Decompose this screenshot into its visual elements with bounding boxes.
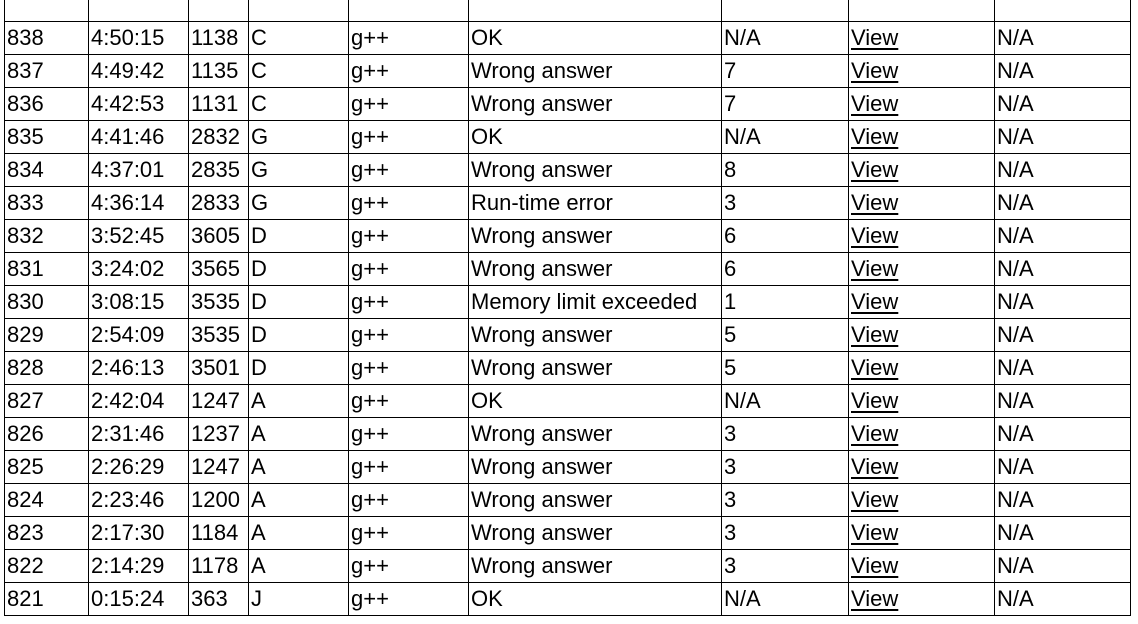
failed-test-cell: 5 <box>722 352 849 385</box>
language-cell <box>349 0 469 22</box>
view-cell <box>849 484 995 517</box>
submission-id-cell: 827 <box>5 385 89 418</box>
failed-test-cell: 3 <box>722 451 849 484</box>
submission-score-cell: 1178 <box>189 550 249 583</box>
failed-test-cell: N/A <box>722 583 849 616</box>
problem-letter-cell: C <box>249 55 349 88</box>
verdict-cell: Wrong answer <box>469 253 722 286</box>
submission-id-cell: 821 <box>5 583 89 616</box>
table-row <box>5 418 1131 451</box>
extra-info-cell: N/A <box>995 352 1131 385</box>
submission-score-cell: 3605 <box>189 220 249 253</box>
failed-test-cell: 3 <box>722 484 849 517</box>
problem-letter-cell: A <box>249 385 349 418</box>
table-row <box>5 550 1131 583</box>
view-source-link[interactable]: View <box>851 520 899 545</box>
table-row <box>5 22 1131 55</box>
problem-letter-cell: A <box>249 418 349 451</box>
submission-id-cell: 824 <box>5 484 89 517</box>
problem-letter-cell <box>249 0 349 22</box>
submission-time-cell: 3:52:45 <box>89 220 189 253</box>
language-cell: g++ <box>349 484 469 517</box>
failed-test-cell: 6 <box>722 220 849 253</box>
view-cell <box>849 220 995 253</box>
language-cell: g++ <box>349 451 469 484</box>
view-source-link[interactable]: View <box>851 454 899 479</box>
submission-score-cell: 2833 <box>189 187 249 220</box>
language-cell: g++ <box>349 385 469 418</box>
view-source-link[interactable]: View <box>851 487 899 512</box>
table-row <box>5 385 1131 418</box>
view-source-link[interactable]: View <box>851 355 899 380</box>
submission-time-cell: 2:42:04 <box>89 385 189 418</box>
view-cell <box>849 385 995 418</box>
verdict-cell: OK <box>469 583 722 616</box>
submission-score-cell: 1247 <box>189 451 249 484</box>
failed-test-cell: 7 <box>722 88 849 121</box>
language-cell: g++ <box>349 418 469 451</box>
submission-score-cell: 1131 <box>189 88 249 121</box>
submission-id-cell: 828 <box>5 352 89 385</box>
submission-score-cell: 3535 <box>189 286 249 319</box>
table-row <box>5 583 1131 616</box>
language-cell: g++ <box>349 319 469 352</box>
extra-info-cell: N/A <box>995 418 1131 451</box>
problem-letter-cell: A <box>249 484 349 517</box>
view-source-link[interactable]: View <box>851 190 899 215</box>
submission-id-cell: 829 <box>5 319 89 352</box>
problem-letter-cell: D <box>249 220 349 253</box>
submission-time-cell: 2:14:29 <box>89 550 189 583</box>
submission-time-cell: 3:24:02 <box>89 253 189 286</box>
view-cell <box>849 22 995 55</box>
extra-info-cell: N/A <box>995 451 1131 484</box>
view-source-link[interactable]: View <box>851 25 899 50</box>
view-source-link[interactable]: View <box>851 388 899 413</box>
submission-score-cell: 3565 <box>189 253 249 286</box>
extra-info-cell: N/A <box>995 484 1131 517</box>
language-cell: g++ <box>349 253 469 286</box>
submission-score-cell: 1135 <box>189 55 249 88</box>
view-source-link[interactable]: View <box>851 586 899 611</box>
submission-time-cell: 2:17:30 <box>89 517 189 550</box>
verdict-cell: Run-time error <box>469 187 722 220</box>
language-cell: g++ <box>349 517 469 550</box>
submission-time-cell: 4:49:42 <box>89 55 189 88</box>
submission-id-cell: 825 <box>5 451 89 484</box>
submission-id-cell: 826 <box>5 418 89 451</box>
submission-time-cell: 4:50:15 <box>89 22 189 55</box>
view-cell <box>849 55 995 88</box>
failed-test-cell: N/A <box>722 22 849 55</box>
view-cell <box>849 286 995 319</box>
table-row <box>5 0 1131 22</box>
failed-test-cell: 6 <box>722 253 849 286</box>
failed-test-cell: 8 <box>722 154 849 187</box>
submission-score-cell: 3501 <box>189 352 249 385</box>
submission-time-cell: 0:15:24 <box>89 583 189 616</box>
verdict-cell: Wrong answer <box>469 418 722 451</box>
table-row <box>5 187 1131 220</box>
submission-id-cell: 837 <box>5 55 89 88</box>
verdict-cell <box>469 0 722 22</box>
table-row <box>5 451 1131 484</box>
extra-info-cell: N/A <box>995 187 1131 220</box>
submission-time-cell: 4:36:14 <box>89 187 189 220</box>
problem-letter-cell: A <box>249 451 349 484</box>
submission-score-cell: 1237 <box>189 418 249 451</box>
verdict-cell: Wrong answer <box>469 154 722 187</box>
view-cell <box>849 154 995 187</box>
verdict-cell: Wrong answer <box>469 484 722 517</box>
language-cell: g++ <box>349 286 469 319</box>
table-row <box>5 286 1131 319</box>
view-source-link[interactable]: View <box>851 223 899 248</box>
submission-time-cell: 4:42:53 <box>89 88 189 121</box>
submission-score-cell: 1184 <box>189 517 249 550</box>
verdict-cell: Wrong answer <box>469 352 722 385</box>
submission-time-cell <box>89 0 189 22</box>
submission-id-cell: 834 <box>5 154 89 187</box>
failed-test-cell: N/A <box>722 385 849 418</box>
language-cell: g++ <box>349 154 469 187</box>
view-cell <box>849 319 995 352</box>
table-row <box>5 55 1131 88</box>
failed-test-cell: 3 <box>722 517 849 550</box>
view-cell <box>849 253 995 286</box>
language-cell: g++ <box>349 88 469 121</box>
problem-letter-cell: D <box>249 319 349 352</box>
view-source-link[interactable]: View <box>851 58 899 83</box>
extra-info-cell: N/A <box>995 253 1131 286</box>
submission-id-cell: 822 <box>5 550 89 583</box>
submission-time-cell: 4:37:01 <box>89 154 189 187</box>
extra-info-cell: N/A <box>995 550 1131 583</box>
failed-test-cell: 3 <box>722 418 849 451</box>
submission-score-cell: 1247 <box>189 385 249 418</box>
submission-id-cell: 831 <box>5 253 89 286</box>
problem-letter-cell: C <box>249 88 349 121</box>
submission-score-cell: 1200 <box>189 484 249 517</box>
language-cell: g++ <box>349 121 469 154</box>
table-row <box>5 154 1131 187</box>
extra-info-cell: N/A <box>995 583 1131 616</box>
verdict-cell: Memory limit exceeded <box>469 286 722 319</box>
verdict-cell: Wrong answer <box>469 550 722 583</box>
view-cell <box>849 187 995 220</box>
verdict-cell: OK <box>469 121 722 154</box>
language-cell: g++ <box>349 22 469 55</box>
problem-letter-cell: D <box>249 286 349 319</box>
verdict-cell: OK <box>469 22 722 55</box>
submission-score-cell: 2832 <box>189 121 249 154</box>
view-cell <box>849 0 995 22</box>
problem-letter-cell: A <box>249 517 349 550</box>
extra-info-cell: N/A <box>995 517 1131 550</box>
table-row <box>5 121 1131 154</box>
submissions-table-body <box>5 0 1131 616</box>
failed-test-cell <box>722 0 849 22</box>
extra-info-cell: N/A <box>995 121 1131 154</box>
problem-letter-cell: G <box>249 154 349 187</box>
submission-id-cell: 823 <box>5 517 89 550</box>
submission-time-cell: 2:46:13 <box>89 352 189 385</box>
extra-info-cell: N/A <box>995 22 1131 55</box>
failed-test-cell: 5 <box>722 319 849 352</box>
language-cell: g++ <box>349 583 469 616</box>
view-cell <box>849 583 995 616</box>
extra-info-cell: N/A <box>995 154 1131 187</box>
table-row <box>5 220 1131 253</box>
language-cell: g++ <box>349 55 469 88</box>
verdict-cell: Wrong answer <box>469 88 722 121</box>
submission-score-cell: 363 <box>189 583 249 616</box>
submissions-table <box>4 0 1131 616</box>
view-source-link[interactable]: View <box>851 91 899 116</box>
view-cell <box>849 550 995 583</box>
table-row <box>5 517 1131 550</box>
extra-info-cell: N/A <box>995 55 1131 88</box>
submission-time-cell: 3:08:15 <box>89 286 189 319</box>
extra-info-cell <box>995 0 1131 22</box>
table-row <box>5 88 1131 121</box>
language-cell: g++ <box>349 352 469 385</box>
language-cell: g++ <box>349 220 469 253</box>
submission-id-cell: 836 <box>5 88 89 121</box>
extra-info-cell: N/A <box>995 319 1131 352</box>
language-cell: g++ <box>349 550 469 583</box>
problem-letter-cell: D <box>249 253 349 286</box>
view-source-link[interactable]: View <box>851 157 899 182</box>
failed-test-cell: N/A <box>722 121 849 154</box>
verdict-cell: Wrong answer <box>469 319 722 352</box>
failed-test-cell: 3 <box>722 187 849 220</box>
problem-letter-cell: C <box>249 22 349 55</box>
view-cell <box>849 418 995 451</box>
extra-info-cell: N/A <box>995 88 1131 121</box>
view-cell <box>849 451 995 484</box>
submission-id-cell: 838 <box>5 22 89 55</box>
submission-score-cell: 2835 <box>189 154 249 187</box>
view-source-link[interactable]: View <box>851 289 899 314</box>
view-source-link[interactable]: View <box>851 256 899 281</box>
extra-info-cell: N/A <box>995 286 1131 319</box>
submission-id-cell: 830 <box>5 286 89 319</box>
view-cell <box>849 517 995 550</box>
view-cell <box>849 121 995 154</box>
submission-id-cell: 835 <box>5 121 89 154</box>
failed-test-cell: 3 <box>722 550 849 583</box>
failed-test-cell: 7 <box>722 55 849 88</box>
submission-time-cell: 4:41:46 <box>89 121 189 154</box>
verdict-cell: Wrong answer <box>469 451 722 484</box>
problem-letter-cell: A <box>249 550 349 583</box>
submission-score-cell <box>189 0 249 22</box>
verdict-cell: Wrong answer <box>469 517 722 550</box>
submission-score-cell: 1138 <box>189 22 249 55</box>
view-cell <box>849 88 995 121</box>
view-source-link[interactable]: View <box>851 553 899 578</box>
submission-score-cell: 3535 <box>189 319 249 352</box>
table-row <box>5 484 1131 517</box>
view-cell <box>849 352 995 385</box>
view-source-link[interactable]: View <box>851 421 899 446</box>
view-source-link[interactable]: View <box>851 124 899 149</box>
extra-info-cell: N/A <box>995 385 1131 418</box>
view-source-link[interactable]: View <box>851 322 899 347</box>
submission-time-cell: 2:23:46 <box>89 484 189 517</box>
problem-letter-cell: D <box>249 352 349 385</box>
submission-time-cell: 2:54:09 <box>89 319 189 352</box>
problem-letter-cell: G <box>249 187 349 220</box>
table-row <box>5 253 1131 286</box>
submission-time-cell: 2:26:29 <box>89 451 189 484</box>
submission-id-cell: 832 <box>5 220 89 253</box>
language-cell: g++ <box>349 187 469 220</box>
table-row <box>5 352 1131 385</box>
failed-test-cell: 1 <box>722 286 849 319</box>
verdict-cell: Wrong answer <box>469 220 722 253</box>
table-row <box>5 319 1131 352</box>
submission-id-cell <box>5 0 89 22</box>
submission-id-cell: 833 <box>5 187 89 220</box>
problem-letter-cell: G <box>249 121 349 154</box>
submission-time-cell: 2:31:46 <box>89 418 189 451</box>
extra-info-cell: N/A <box>995 220 1131 253</box>
verdict-cell: OK <box>469 385 722 418</box>
verdict-cell: Wrong answer <box>469 55 722 88</box>
problem-letter-cell: J <box>249 583 349 616</box>
